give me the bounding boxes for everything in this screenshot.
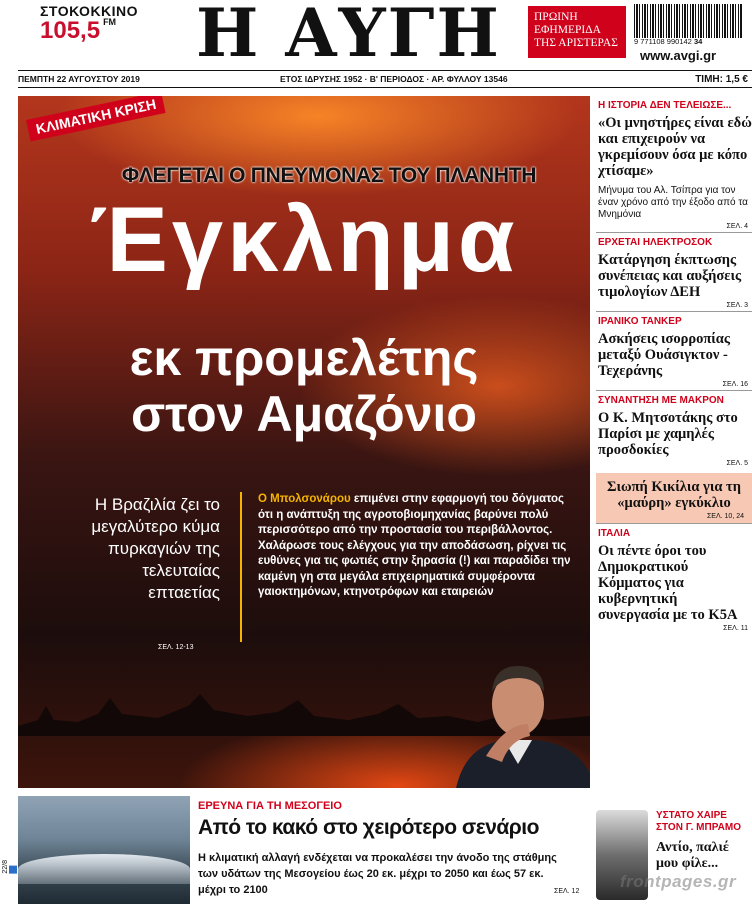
highlight-box[interactable] [596,473,752,523]
story-kicker: ΙΡΑΝΙΚΟ ΤΑΝΚΕΡ [598,316,682,327]
tagline-box: ΠΡΩΙΝΗ ΕΦΗΜΕΡΙΔΑ ΤΗΣ ΑΡΙΣΤΕΡΑΣ [528,6,626,58]
story-title: Αντίο, παλιέ μου φίλε... [656,840,729,871]
issue-date: ΠΕΜΠΤΗ 22 ΑΥΓΟΥΣΤΟΥ 2019 [18,74,140,84]
bottom-text: Η κλιματική αλλαγή ενδέχεται να προκαλέσει την άνοδο της στάθμης των υδάτων της Μεσογείου έως 20 εκ. μέχρι το 2050 και έως 57 εκ. μέχρι το 2100 [198,852,557,896]
story-title: Κατάργηση έκπτωσης συνέπειας και αυξήσεις τιμολογίων ΔΕΗ [598,252,742,300]
page-ref: ΣΕΛ. 16 [722,381,748,388]
page-ref: ΣΕΛ. 12 [554,888,580,895]
story-kicker: ΕΡΧΕΤΑΙ ΗΛΕΚΤΡΟΣΟΚ [598,237,713,248]
radio-promo [40,3,140,45]
column-story[interactable] [596,311,752,390]
masthead [0,0,752,70]
page-ref: ΣΕΛ. 3 [726,302,748,309]
page-ref: ΣΕΛ. 11 [723,625,748,632]
story-title: Σιωπή Κικίλια για τη «μαύρη» εγκύκλιο [607,479,741,511]
radio-name: ΣΤΟΚΟΚΚΙΝΟ [40,3,139,19]
website-link[interactable]: www.avgi.gr [640,48,717,63]
lead-headline: Έγκλημα [89,189,519,291]
page-ref: ΣΕΛ. 5 [726,460,748,467]
obituary-story[interactable] [596,806,752,911]
page-ref: ΣΕΛ. 4 [726,223,748,230]
watermark: frontpages.gr [620,872,737,891]
column-story[interactable] [596,96,752,232]
story-title: Ασκήσεις ισορροπίας μεταξύ Ουάσιγκτον - Τεχεράνης [598,331,731,379]
person-photo-icon [446,644,590,788]
story-title: Ο Κ. Μητσοτάκης στο Παρίσι με χαμηλές προσδοκίες [598,410,738,458]
issue-price: ΤΙΜΗ: 1,5 € [695,73,748,85]
wave-shape [18,854,190,884]
story-title: Οι πέντε όροι του Δημοκρατικού Κόμματος για κυβερνητική συνεργασία με το Κ5Α [598,543,738,623]
sea-photo [18,796,190,904]
dateline [18,70,752,88]
crisis-tag: ΚΛΙΜΑΤΙΚΗ ΚΡΙΣΗ [26,96,166,142]
story-kicker: Η ΙΣΤΟΡΙΑ ΔΕΝ ΤΕΛΕΙΩΣΕ... [598,100,732,111]
newspaper-logo: Η ΑΥΓΗ [196,0,501,72]
radio-frequency: 105,5 $^{FM}$ [40,17,117,44]
lead-body: Ο Μπολσονάρου επιμένει στην εφαρμογή του δόγματος ότι η ανάπτυξη της αγροτοβιομηχανίας βαρύνει πολύ περισσότερο από την προστασία του περιβάλλοντος. Χαλάρωσε τους ελέγχους για την αποδάσωση, ρίχνει τις ευθύνες για τις φωτιές στην ξηρασία (!) και παραδίδει την καμένη γη στα μεγάλα επιχειρηματικά συμφέροντα γαιοκτημόνων, κτηνοτρόφων και εταιρειών [258,493,571,598]
lead-story[interactable] [18,96,590,788]
page-ref: ΣΕΛ. 10, 24 [706,513,744,520]
column-story[interactable] [596,232,752,311]
story-sub: Μήνυμα του Αλ. Τσίπρα για τον έναν χρόνο από την έξοδο από τα Μνημόνια [598,185,748,220]
bottom-kicker: ΕΡΕΥΝΑ ΓΙΑ ΤΗ ΜΕΣΟΓΕΙΟ [198,800,342,812]
story-title: «Οι μνηστήρες είναι εδώ και επιχειρούν να γκρεμίσουν όσα με κόπο χτίσαμε» [598,115,752,179]
lead-headline-sub: εκ προμελέτης στον Αμαζόνιο [129,330,479,442]
lead-standfirst: Η Βραζιλία ζει το μεγαλύτερο κύμα πυρκαγιών της τελευταίας επταετίας [91,495,220,602]
divider-line [240,492,242,642]
page-ref: ΣΕΛ. 12-13 [158,644,194,651]
edge-code: 22/8 [2,860,14,874]
bottom-title: Από το κακό στο χειρότερο σενάριο [198,816,539,839]
issue-info: ΕΤΟΣ ΙΔΡΥΣΗΣ 1952 · Β' ΠΕΡΙΟΔΟΣ · ΑΡ. ΦΥΛΛΟΥ 13546 [280,74,508,84]
column-story[interactable] [596,523,752,634]
story-kicker: ΥΣΤΑΤΟ ΧΑΙΡΕ ΣΤΟΝ Γ. ΜΠΡΑΜΟ [656,810,741,833]
story-kicker: ΣΥΝΑΝΤΗΣΗ ΜΕ ΜΑΚΡΟΝ [598,395,724,406]
bottom-story[interactable] [18,796,590,906]
barcode-icon [634,4,742,38]
barcode-number: 9 771108 990142 34 [634,37,703,46]
color-marker [9,866,17,874]
lead-overline: ΦΛΕΓΕΤΑΙ Ο ΠΝΕΥΜΟΝΑΣ ΤΟΥ ΠΛΑΝΗΤΗ [121,164,537,187]
column-story[interactable] [596,390,752,469]
right-column [596,96,752,871]
story-kicker: ΙΤΑΛΙΑ [598,528,631,539]
